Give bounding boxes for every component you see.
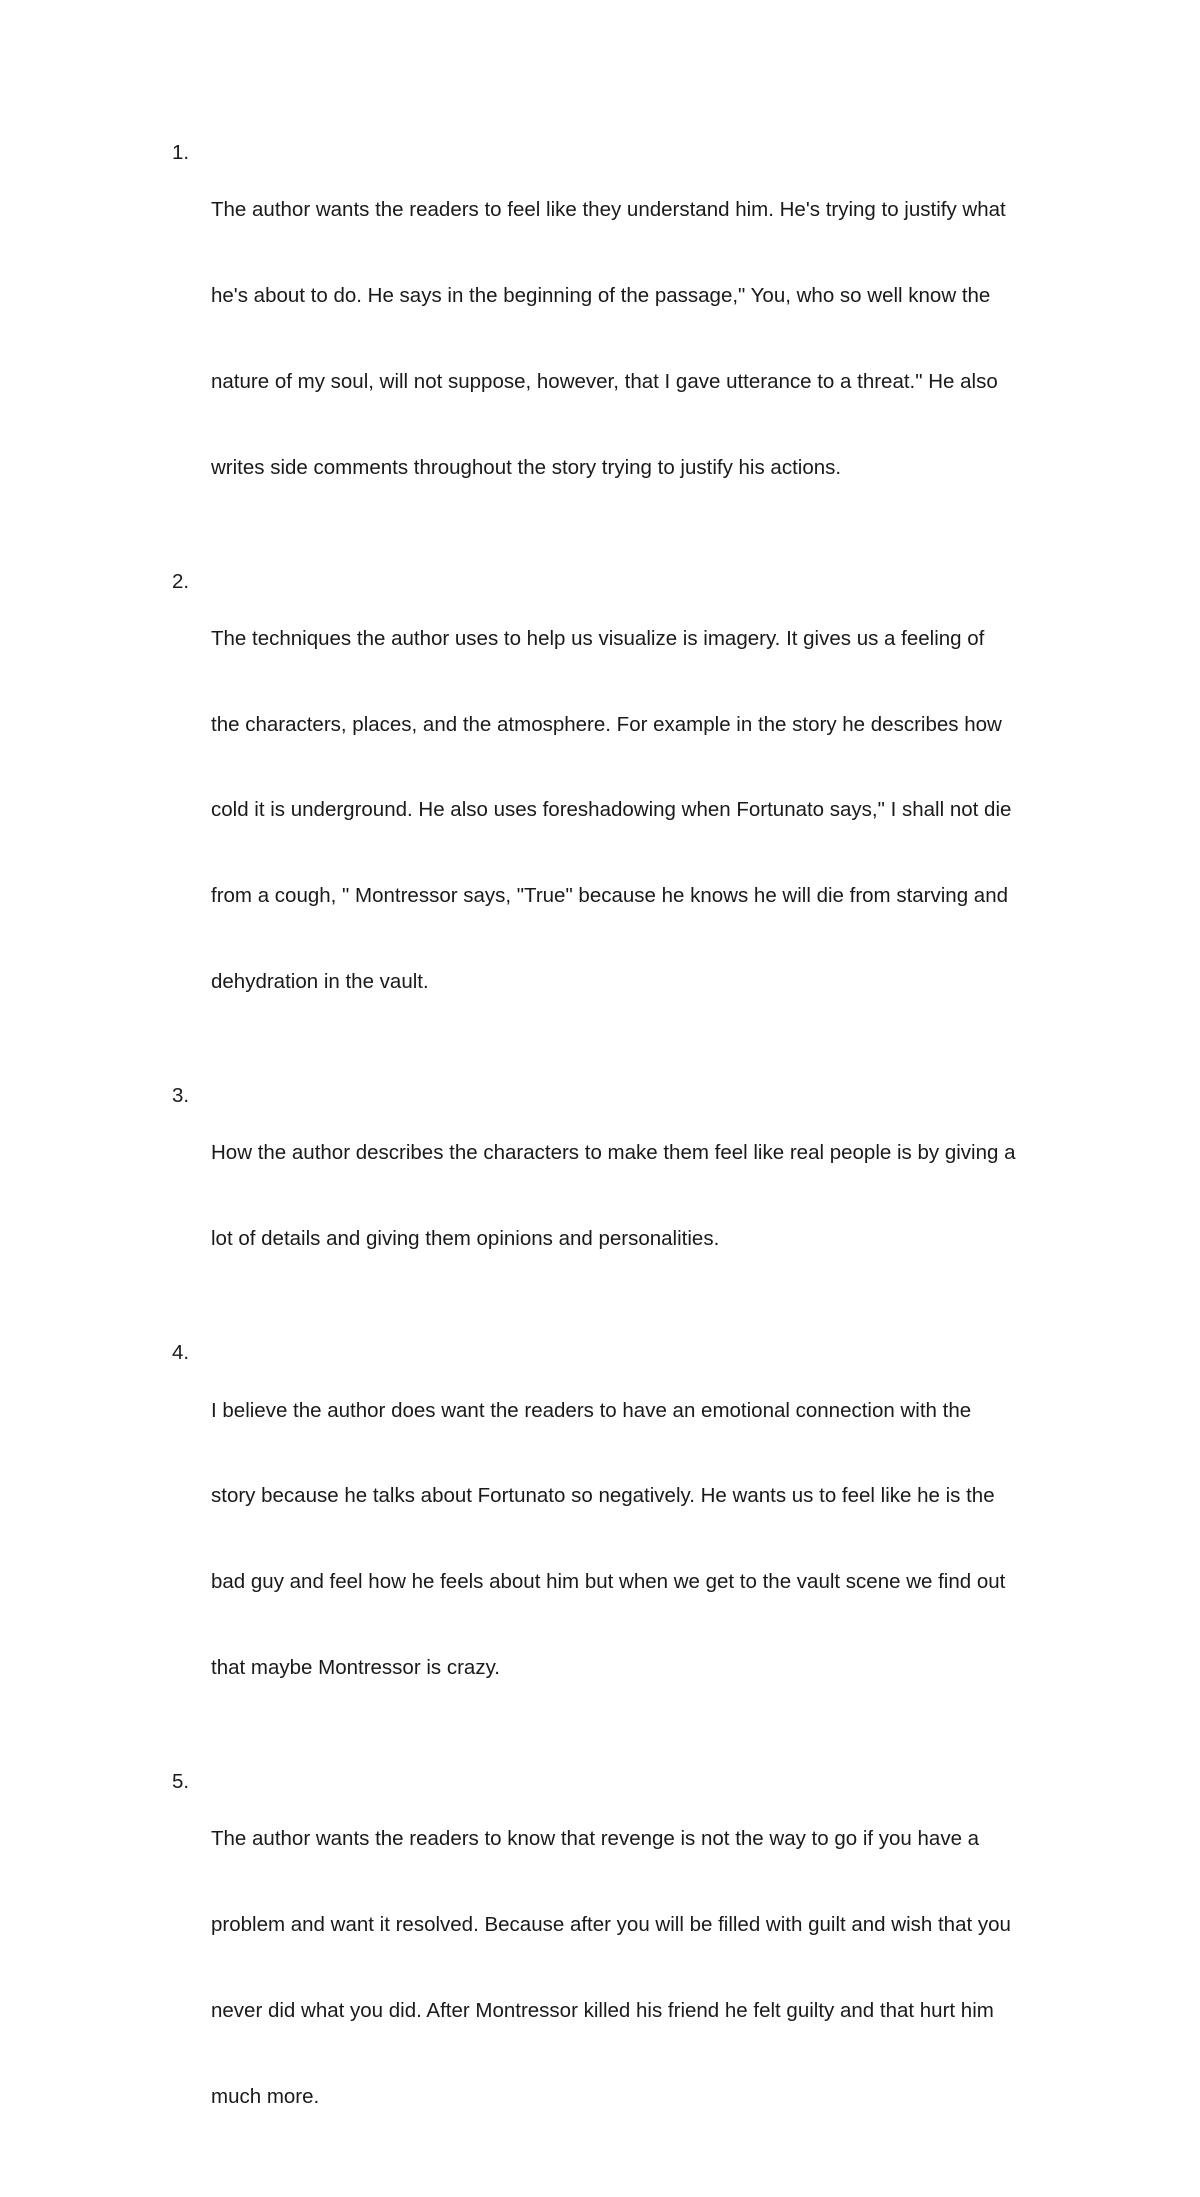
text-line: The author wants the readers to know that revenge is not the way to go if you have a	[211, 1827, 980, 1851]
item-text	[211, 1082, 1072, 1311]
item-text	[211, 1768, 1072, 2168]
item-number: 1.	[172, 141, 190, 164]
text-line: much more.	[211, 2084, 320, 2108]
text-line: problem and want it resolved. Because after you will be filled with guilt and wish that you	[211, 1913, 1011, 1936]
text-line: lot of details and giving them opinions and personalities.	[211, 1227, 720, 1251]
list-item	[172, 1339, 1072, 1739]
item-text	[211, 139, 1072, 539]
text-line: nature of my soul, will not suppose, however, that I gave utterance to a threat." He also	[211, 369, 998, 393]
text-line: writes side comments throughout the story trying to justify his actions.	[211, 455, 842, 479]
list-item	[172, 139, 1072, 539]
text-line: The author wants the readers to feel like they understand him. He's trying to justify what	[211, 198, 1006, 222]
list-item	[172, 568, 1072, 1054]
text-line: he's about to do. He says in the beginning of the passage," You, who so well know the	[211, 283, 991, 307]
text-line: story because he talks about Fortunato so negatively. He wants us to feel like he is the	[211, 1484, 995, 1508]
text-line: from a cough, " Montressor says, "True" because he knows he will die from starving and	[211, 884, 1009, 908]
list-item	[172, 1082, 1072, 1311]
answer-list	[172, 139, 1072, 2197]
item-number: 5.	[172, 1770, 190, 1794]
item-number: 4.	[172, 1341, 190, 1365]
text-line: I believe the author does want the readers to have an emotional connection with the	[211, 1398, 972, 1422]
item-number: 3.	[172, 1084, 190, 1108]
text-line: The techniques the author uses to help us visualize is imagery. It gives us a feeling of	[211, 626, 985, 650]
text-line: the characters, places, and the atmosphere. For example in the story he describes how	[211, 712, 1002, 736]
text-line: bad guy and feel how he feels about him but when we get to the vault scene we find out	[211, 1570, 1006, 1594]
item-text	[211, 1339, 1072, 1739]
item-text	[211, 568, 1072, 1054]
text-line: cold it is underground. He also uses foreshadowing when Fortunato says," I shall not die	[211, 798, 1012, 822]
item-number: 2.	[172, 569, 190, 593]
list-item	[172, 1768, 1072, 2168]
text-line: that maybe Montressor is crazy.	[211, 1655, 500, 1679]
text-line: dehydration in the vault.	[211, 970, 429, 994]
text-line: never did what you did. After Montressor killed his friend he felt guilty and that hurt him	[211, 1998, 994, 2022]
text-line: How the author describes the characters to make them feel like real people is by giving a	[211, 1141, 1016, 1165]
